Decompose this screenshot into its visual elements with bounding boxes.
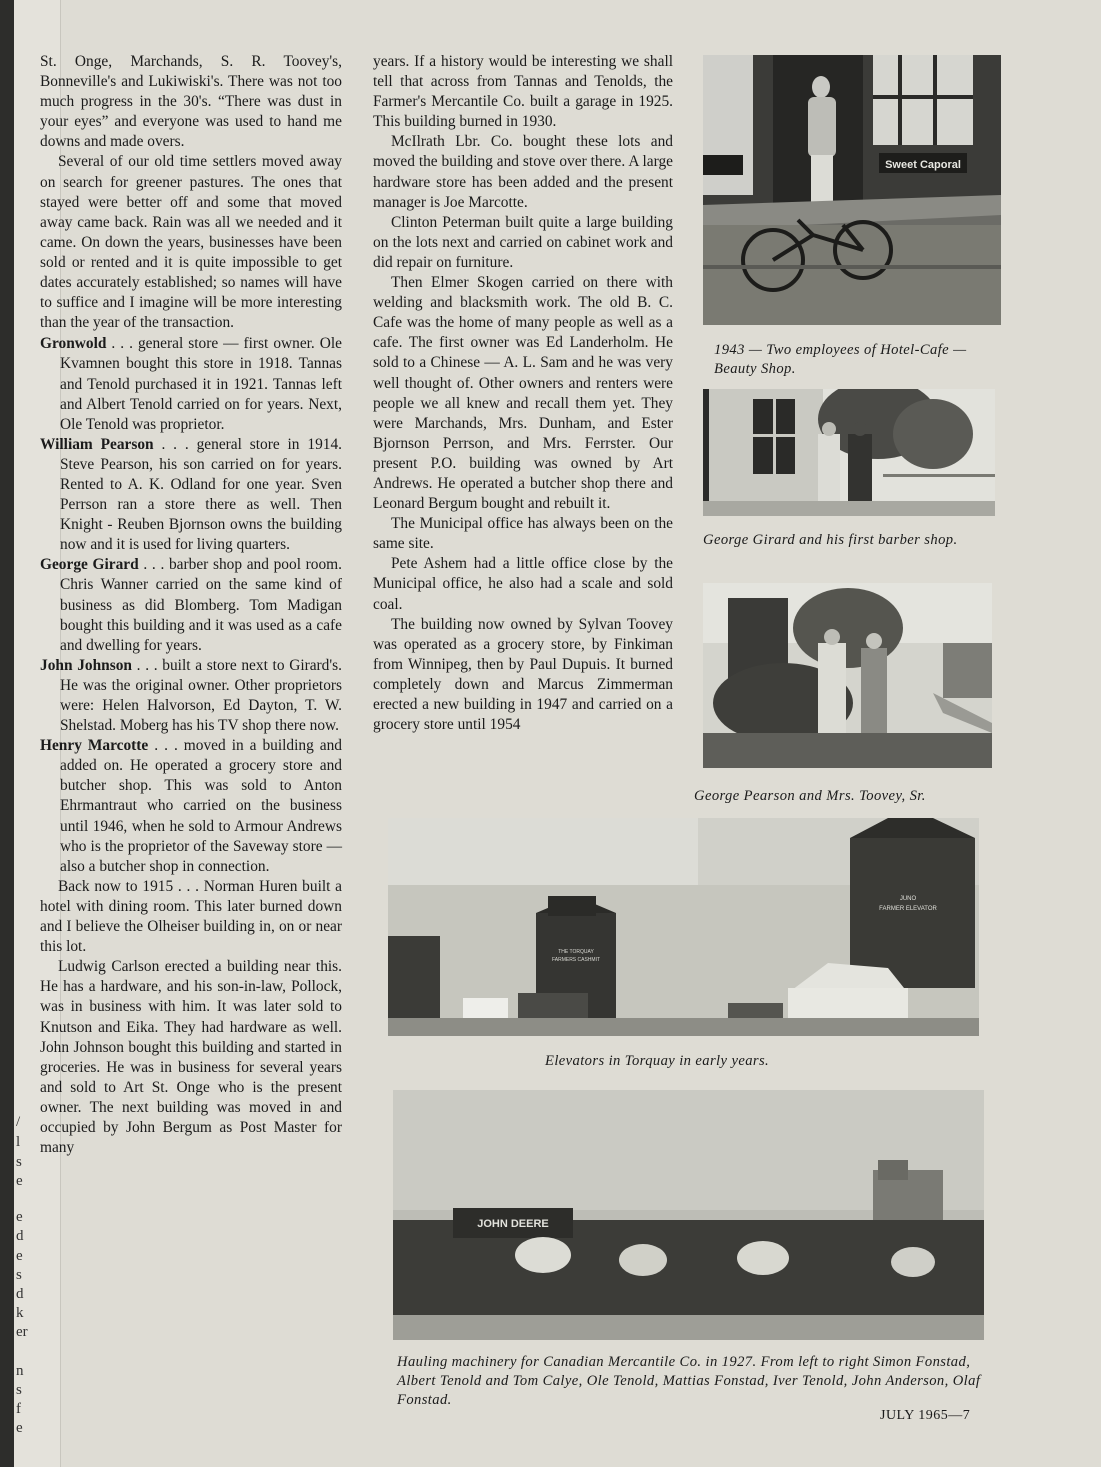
business-text: . . . built a store next to Girard's. He was the original owner. Other proprietors were: Helen Halvorson, Ed Dayton, T. W. Shelstad. Moberg has his TV shop there now. [60,656,342,735]
business-text: . . . general store in 1914. Steve Pearson, his son carried on for years. Rented to A. K. Odland for one year. Sven Perrson ran a store there as well. Then Knight - Reuben Bjornson owns the building now and it is used for living quarters. [60,435,342,554]
photo-sign-text: Sweet Caporal [885,159,961,171]
article-column-middle [373,52,673,735]
facing-fragment: e [16,1248,23,1264]
paragraph: The Municipal office has always been on the same site. [373,515,673,553]
paragraph: Pete Ashem had a little office close by the Municipal office, he also had a scale and sold coal. [373,555,673,613]
business-text: . . . general store — first owner. Ole Kvamnen bought this store in 1918. Tannas and Tenold purchased it in 1921. Tannas left and Albert Tenold carried on for years. Next, Ole Tenold was proprietor. [60,335,342,433]
business-text: . . . barber shop and pool room. Chris Wanner carried on the same kind of business as did Blomberg. Tom Madigan bought this building and it was used as a cafe and dwelling for years. [60,556,342,654]
facing-fragment: d [16,1286,24,1302]
facing-fragment: f [16,1401,21,1417]
facing-fragment: n [16,1363,24,1379]
photo-hauling-machinery [393,1090,984,1340]
paragraph: McIlrath Lbr. Co. bought these lots and moved the building and stove over there. A large hardware store has been added and the present manager is Joe Marcotte. [373,133,673,211]
elevator-sign-line: THE TORQUAY [558,949,594,955]
business-entry [40,334,342,434]
caption-elevators: Elevators in Torquay in early years. [545,1053,770,1069]
caption-hauling-machinery: Hauling machinery for Canadian Mercantile Co. in 1927. From left to right Simon Fonstad, Albert Tenold and Tom Calye, Ole Tenold, Mattias Fonstad, Iver Tenold, John Anderson, Olaf Fonstad. [397,1354,981,1408]
caption-barber-shop: George Girard and his first barber shop. [703,532,958,548]
paragraph: Several of our old time settlers moved away on search for greener pastures. The ones that stayed were better off and some that moved away came back. Rain was all we needed and it came. On down the years, businesses have been sold or rented and it is quite impossible to get dates accurately established; so names will have to suffice and I imagine will be more interesting than the year of the transaction. [40,153,342,332]
facing-fragment: e [16,1173,23,1189]
business-name: George Girard [40,556,139,574]
business-name: Gronwold [40,335,107,353]
article-column-left [40,52,342,1158]
business-entry [40,656,342,736]
photo-hotel-cafe-image [703,55,1001,325]
business-entry [40,555,342,655]
business-entry [40,736,342,877]
facing-fragment: k [16,1305,24,1321]
photo-elevators-image [388,818,979,1036]
paragraph: Back now to 1915 . . . Norman Huren built a hotel with dining room. This later burned down and I believe the Olheiser building in, on or near this lot. [40,877,342,956]
paragraph: Then Elmer Skogen carried on there with welding and blacksmith work. The old B. C. Cafe was the home of many people as well as a cafe. The first owner was Ed Landerholm. He sold to a Chinese — A. L. Sam and he was very well thought of. Other owners and renters were people we all knew and recall them yet. They were Marchands, Mrs. Dunham, and Ester Bjornson Perrson, and Mrs. Ferrster. Our present P.O. building was owned by Art Andrews. He operated a butcher shop there and Leonard Bergum bought and rebuilt it. [373,274,673,513]
elevator-sign-line: FARMER ELEVATOR [879,906,937,912]
photo-pearson-toovey [703,583,992,768]
paragraph: Clinton Peterman built quite a large building on the lots next and carried on cabinet work and did repair on furniture. [373,213,673,271]
caption-pearson-toovey: George Pearson and Mrs. Toovey, Sr. [694,788,926,804]
facing-fragment: s [16,1267,22,1283]
business-entry [40,435,342,556]
business-text: . . . moved in a building and added on. He operated a grocery store and butcher shop. This was sold to Anton Ehrmantraut who carried on the business until 1946, when he sold to Armour Andrews who is the proprietor of the Saveway store — also a butcher shop in connection. [60,737,343,875]
facing-fragment: l [16,1134,21,1150]
photo-barber-shop [703,389,995,516]
photo-pearson-toovey-image [703,583,992,768]
photo-hauling-machinery-image [393,1090,984,1340]
book-spine [0,0,14,1467]
facing-fragment: e [16,1420,23,1436]
elevator-sign-line: FARMERS CASHMIT [551,957,601,963]
photo-elevators [388,818,979,1036]
facing-fragment: e [16,1209,23,1225]
facing-fragment: / [16,1114,21,1130]
paragraph: years. If a history would be interesting we shall tell that across from Tannas and Tenolds, the Farmer's Mercantile Co. built a garage in 1925. This building burned in 1930. [373,53,673,131]
facing-fragment: er [16,1324,28,1340]
photo-hotel-cafe [703,55,1001,325]
facing-fragment: s [16,1154,22,1170]
business-name: John Johnson [40,656,132,674]
paragraph: St. Onge, Marchands, S. R. Toovey's, Bonneville's and Lukiwiski's. There was not too much progress in the 30's. “There was dust in your eyes” and everyone was used to hand me downs and made overs. [40,53,342,151]
paragraph: Ludwig Carlson erected a building near this. He has a hardware, and his son-in-law, Pollock, was in business with him. It was later sold to Knutson and Eika. They had hardware as well. John Johnson bought this building and started in groceries. He was in business for several years and sold to Art St. Onge who is the present owner. The next building was moved in and occupied by John Bergum as Post Master for many [40,958,342,1157]
caption-hotel-cafe: 1943 — Two employees of Hotel-Cafe — Beauty Shop. [714,342,967,377]
facing-fragment: d [16,1228,24,1244]
photo-barber-shop-image [703,389,995,516]
business-name: William Pearson [40,435,154,453]
paragraph: The building now owned by Sylvan Toovey was operated as a grocery store, by Finkiman from Winnipeg, then by Paul Dupuis. It burned completely down and Marcus Zimmerman erected a new building in 1947 and carried on a grocery store until 1954 [373,615,673,734]
wagon-sign-text: JOHN DEERE [477,1218,549,1230]
elevator-sign-line: JUNO [899,896,917,902]
facing-fragment: s [16,1382,22,1398]
business-name: Henry Marcotte [40,737,149,755]
page-folio: JULY 1965—7 [880,1408,971,1423]
